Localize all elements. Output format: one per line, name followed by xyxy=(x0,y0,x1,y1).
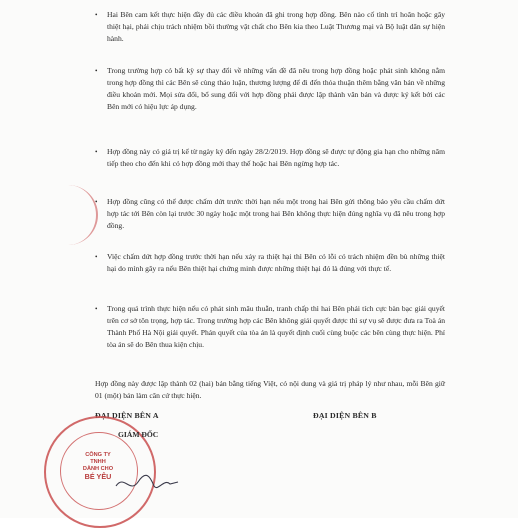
side-stamp-edge xyxy=(56,185,98,245)
seal-line-4: BÉ YÊU xyxy=(84,472,112,481)
seal-line-3: DÀNH CHO xyxy=(82,466,114,472)
clause-early-termination xyxy=(95,196,445,232)
signature xyxy=(112,468,182,498)
director-title: GIÁM ĐỐC xyxy=(118,430,159,439)
seal-line-2: TNHH xyxy=(90,459,106,465)
clause-damages xyxy=(95,251,445,275)
clause-text: Trong trường hợp có bất kỳ sự thay đổi về những vấn đề đã nêu trong hợp đồng hoặc phát sinh không nằm trong hợp đồng thì các Bên sẽ cùng thảo luận, thương lượng để đi đến thỏa thuận thêm bằng văn bản về những điều khoản mới. Mọi sửa đổi, bổ sung đối với hợp đồng phải được lập thành văn bản và được ký kết bởi các Bên mới có hiệu lực áp dụng. xyxy=(107,66,445,112)
bullet-icon: • xyxy=(95,67,98,75)
party-a-title: ĐẠI DIỆN BÊN A xyxy=(95,411,159,420)
closing-paragraph: Hợp đồng này được lập thành 02 (hai) bản bằng tiếng Việt, có nội dung và giá trị pháp lý như nhau, mỗi Bên giữ 01 (một) bản làm căn cứ thực hiện. xyxy=(95,379,445,401)
clause-text: Hợp đồng này có giá trị kể từ ngày ký đến ngày 28/2/2019. Hợp đồng sẽ được tự động gia hạn cho những năm tiếp theo cho đến khi có hợp đồng mới thay thế hoặc hai Bên ngừng hợp tác. xyxy=(107,147,445,169)
clause-validity xyxy=(95,146,445,170)
bullet-icon: • xyxy=(95,198,98,206)
bullet-icon: • xyxy=(95,305,98,313)
clause-text: Hai Bên cam kết thực hiện đầy đủ các điều khoản đã ghi trong hợp đồng. Bên nào cố tình trì hoãn hoặc gây thiệt hại, phải chịu trách nhiệm bồi thường vật chất cho Bên kia theo Luật Thương mại và Bộ luật dân sự hiện hành. xyxy=(107,10,445,44)
clause-text: Việc chấm dứt hợp đồng trước thời hạn nếu xảy ra thiệt hại thì Bên có lỗi có trách nhiệm đền bù những thiệt hại do mình gây ra nếu Bên thiệt hại chứng minh được những thiệt hại đó là đúng với thực tế. xyxy=(107,252,445,274)
party-b-title: ĐẠI DIỆN BÊN B xyxy=(313,411,377,420)
clause-text: Hợp đồng cũng có thể được chấm dứt trước thời hạn nếu một trong hai Bên gửi thông báo yêu cầu chấm dứt hợp tác tới Bên còn lại trước 30 ngày hoặc một trong hai Bên không thực hiện đúng nghĩa vụ đã nêu trong hợp đồng. xyxy=(107,197,445,231)
bullet-icon: • xyxy=(95,253,98,261)
clause-text: Trong quá trình thực hiện nếu có phát sinh mâu thuẫn, tranh chấp thì hai Bên phải tích cực bàn bạc giải quyết trên cơ sở tôn trọng, hợp tác. Trong trường hợp các Bên không giải quyết được thì sự vụ sẽ được đưa ra Toà án Thành Phố Hà Nội giải quyết. Phán quyết của tòa án là quyết định cuối cùng buộc các bên cùng thực hiện. Phí tòa án sẽ do Bên thua kiện chịu. xyxy=(107,304,445,350)
bullet-icon: • xyxy=(95,11,98,19)
clause-commitment xyxy=(95,9,445,45)
seal-line-1: CÔNG TY xyxy=(85,452,111,458)
clause-disputes xyxy=(95,303,445,351)
clause-amendment xyxy=(95,65,445,113)
bullet-icon: • xyxy=(95,148,98,156)
